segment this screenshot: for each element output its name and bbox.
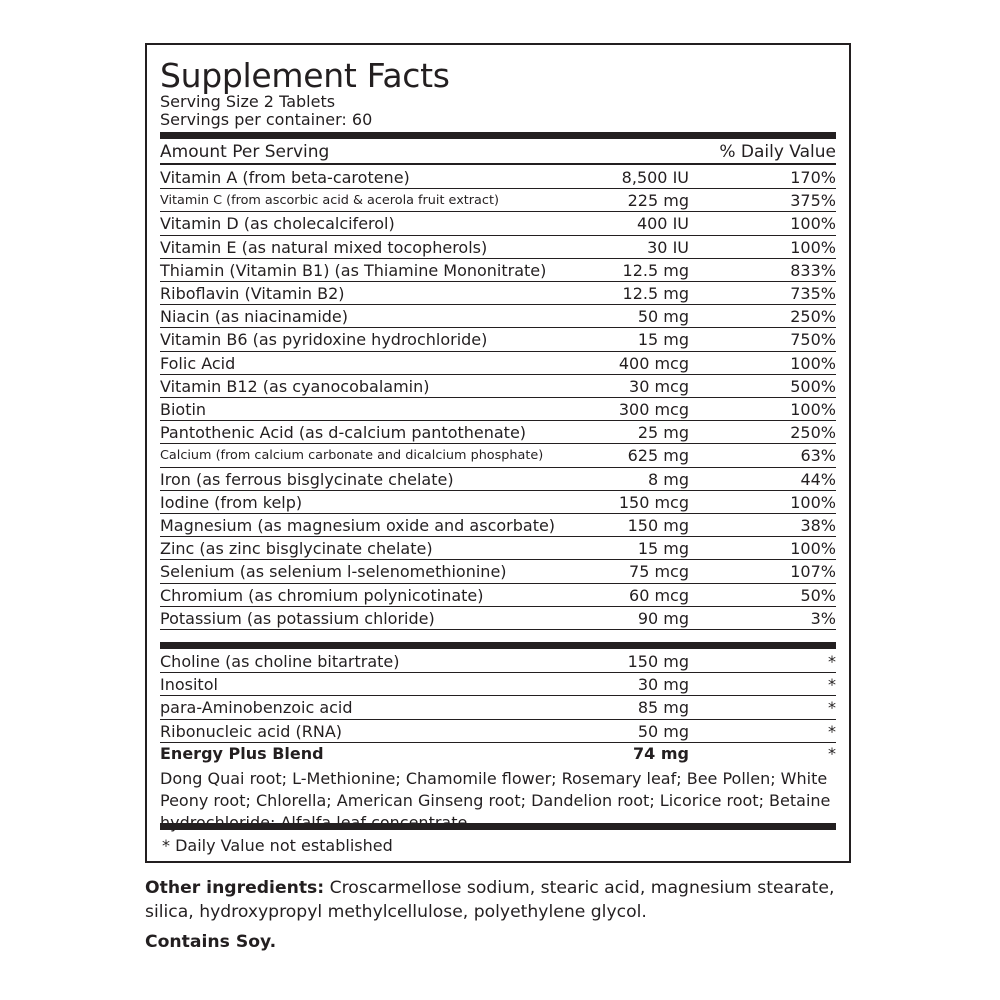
supplement-facts-panel <box>145 43 851 863</box>
nutrient-amount: 30 mg <box>637 675 689 695</box>
nutrient-name: Inositol <box>160 675 218 695</box>
nutrient-row <box>160 468 836 491</box>
nutrient-amount: 75 mcg <box>629 562 689 582</box>
nutrient-row <box>160 444 836 467</box>
nutrient-row <box>160 212 836 235</box>
nutrient-daily-value: 50% <box>800 585 836 605</box>
blend-ingredients: Dong Quai root; L-Methionine; Chamomile flower; Rosemary leaf; Bee Pollen; White Peony root; Chlorella; American Ginseng root; Dandelion root; Licorice root; Betaine <box>160 769 831 810</box>
nutrient-amount: 8 mg <box>647 469 689 489</box>
nutrient-name: Chromium (as chromium polynicotinate) <box>160 585 484 605</box>
nutrient-row <box>160 375 836 398</box>
other-ingredients-text: Croscarmellose sodium, stearic acid, magnesium stearate, silica, hydroxypropyl methylcellulose, polyethylene glycol. <box>145 878 835 922</box>
blend-row <box>160 742 836 765</box>
nutrient-name: Zinc (as zinc bisglycinate chelate) <box>160 539 433 559</box>
nutrient-row <box>160 584 836 607</box>
nutrient-amount: 8,500 IU <box>621 168 689 187</box>
nutrient-name: Iodine (from kelp) <box>160 492 303 512</box>
nutrient-name: Vitamin B12 (as cyanocobalamin) <box>160 376 430 396</box>
nutrient-row <box>160 650 836 673</box>
section-divider-thick <box>160 642 836 649</box>
nutrient-daily-value: * <box>828 721 836 741</box>
nutrient-daily-value: * <box>828 675 836 695</box>
nutrient-amount: 225 mg <box>627 191 689 211</box>
nutrient-row <box>160 537 836 560</box>
nutrient-daily-value: 500% <box>790 376 836 396</box>
footer-divider-thick <box>160 823 836 830</box>
nutrient-name: Vitamin E (as natural mixed tocopherols) <box>160 237 488 257</box>
nutrient-name: Calcium (from calcium carbonate and dicalcium phosphate) <box>160 448 544 464</box>
nutrient-name: Biotin <box>160 400 207 419</box>
blend-amount: 74 mg <box>633 744 689 763</box>
nutrient-row <box>160 696 836 719</box>
nutrient-amount: 300 mcg <box>618 400 689 419</box>
nutrient-amount: 150 mcg <box>618 492 689 512</box>
nutrient-row <box>160 352 836 375</box>
servings-per-container: Servings per container: 60 <box>160 110 373 129</box>
nutrient-daily-value: 3% <box>810 608 836 628</box>
nutrient-row <box>160 328 836 351</box>
nutrient-amount: 30 IU <box>647 237 689 257</box>
nutrient-amount: 60 mcg <box>629 585 689 605</box>
nutrient-row <box>160 514 836 537</box>
nutrient-daily-value: 100% <box>790 353 836 373</box>
nutrient-name: Vitamin A (from beta-carotene) <box>160 168 410 187</box>
nutrient-row <box>160 189 836 212</box>
blend-dv: * <box>828 744 836 763</box>
nutrient-name: Riboflavin (Vitamin B2) <box>160 284 345 303</box>
nutrient-daily-value: 100% <box>790 237 836 257</box>
nutrient-amount: 50 mg <box>637 721 689 741</box>
footnote: * Daily Value not established <box>162 836 393 855</box>
nutrient-amount: 50 mg <box>637 307 689 327</box>
nutrient-name: Vitamin C (from ascorbic acid & acerola fruit extract) <box>160 193 499 209</box>
nutrient-amount: 150 mg <box>627 516 689 535</box>
nutrient-amount: 15 mg <box>637 539 689 559</box>
nutrient-amount: 400 mcg <box>618 353 689 373</box>
column-header-row <box>160 141 836 163</box>
nutrient-row <box>160 491 836 514</box>
nutrient-row <box>160 560 836 583</box>
nutrient-name: Vitamin D (as cholecalciferol) <box>160 214 395 234</box>
nutrient-amount: 12.5 mg <box>622 260 689 280</box>
nutrient-name: Folic Acid <box>160 353 236 373</box>
nutrient-daily-value: 63% <box>800 446 836 466</box>
nutrient-amount: 15 mg <box>637 330 689 350</box>
nutrient-daily-value: * <box>828 698 836 718</box>
nutrient-name: Iron (as ferrous bisglycinate chelate) <box>160 469 454 489</box>
header-divider <box>160 163 836 165</box>
nutrient-amount: 90 mg <box>637 608 689 628</box>
panel-title: Supplement Facts <box>160 56 450 95</box>
nutrient-name: Thiamin (Vitamin B1) (as Thiamine Mononitrate) <box>160 260 547 280</box>
nutrient-daily-value: 170% <box>790 168 836 187</box>
nutrient-row <box>160 673 836 696</box>
nutrient-name: Selenium (as selenium l-selenomethionine) <box>160 562 507 582</box>
serving-size: Serving Size 2 Tablets <box>160 92 336 111</box>
nutrient-amount: 150 mg <box>627 652 689 671</box>
nutrient-amount: 625 mg <box>627 446 689 466</box>
nutrient-amount: 25 mg <box>637 423 689 443</box>
blend-name: Energy Plus Blend <box>160 744 324 763</box>
nutrient-name: Ribonucleic acid (RNA) <box>160 721 343 741</box>
nutrient-row <box>160 282 836 305</box>
nutrient-daily-value: * <box>828 652 836 671</box>
nutrient-row <box>160 166 836 189</box>
nutrient-daily-value: 100% <box>790 400 836 419</box>
nutrient-daily-value: 38% <box>800 516 836 535</box>
nutrient-row <box>160 259 836 282</box>
nutrient-daily-value: 833% <box>790 260 836 280</box>
nutrient-row <box>160 607 836 630</box>
nutrient-row <box>160 421 836 444</box>
nutrient-name: Vitamin B6 (as pyridoxine hydrochloride) <box>160 330 488 350</box>
nutrient-daily-value: 100% <box>790 492 836 512</box>
nutrient-name: Pantothenic Acid (as d-calcium pantothenate) <box>160 423 527 443</box>
nutrient-name: Niacin (as niacinamide) <box>160 307 349 327</box>
amount-per-serving-header: Amount Per Serving <box>160 142 330 162</box>
nutrient-row <box>160 236 836 259</box>
daily-value-header: % Daily Value <box>719 142 836 162</box>
nutrient-daily-value: 750% <box>790 330 836 350</box>
nutrient-row <box>160 720 836 743</box>
nutrient-name: Potassium (as potassium chloride) <box>160 608 435 628</box>
other-ingredients-label: Other ingredients: <box>145 878 325 898</box>
nutrient-daily-value: 107% <box>790 562 836 582</box>
contains-statement: Contains Soy. <box>145 932 277 952</box>
nutrient-row <box>160 398 836 421</box>
nutrient-daily-value: 375% <box>790 191 836 211</box>
nutrient-amount: 400 IU <box>636 214 689 234</box>
nutrient-name: Magnesium (as magnesium oxide and ascorbate) <box>160 516 556 535</box>
other-ingredients <box>145 876 865 924</box>
nutrient-daily-value: 250% <box>790 307 836 327</box>
nutrient-amount: 12.5 mg <box>622 284 689 303</box>
nutrient-name: Choline (as choline bitartrate) <box>160 652 400 671</box>
nutrient-name: para-Aminobenzoic acid <box>160 698 353 718</box>
nutrient-daily-value: 100% <box>790 214 836 234</box>
nutrient-amount: 30 mcg <box>629 376 689 396</box>
nutrient-row <box>160 305 836 328</box>
nutrient-daily-value: 100% <box>790 539 836 559</box>
nutrient-daily-value: 250% <box>790 423 836 443</box>
header-divider-thick <box>160 132 836 139</box>
nutrient-amount: 85 mg <box>637 698 689 718</box>
nutrient-daily-value: 44% <box>800 469 836 489</box>
nutrient-daily-value: 735% <box>790 284 836 303</box>
